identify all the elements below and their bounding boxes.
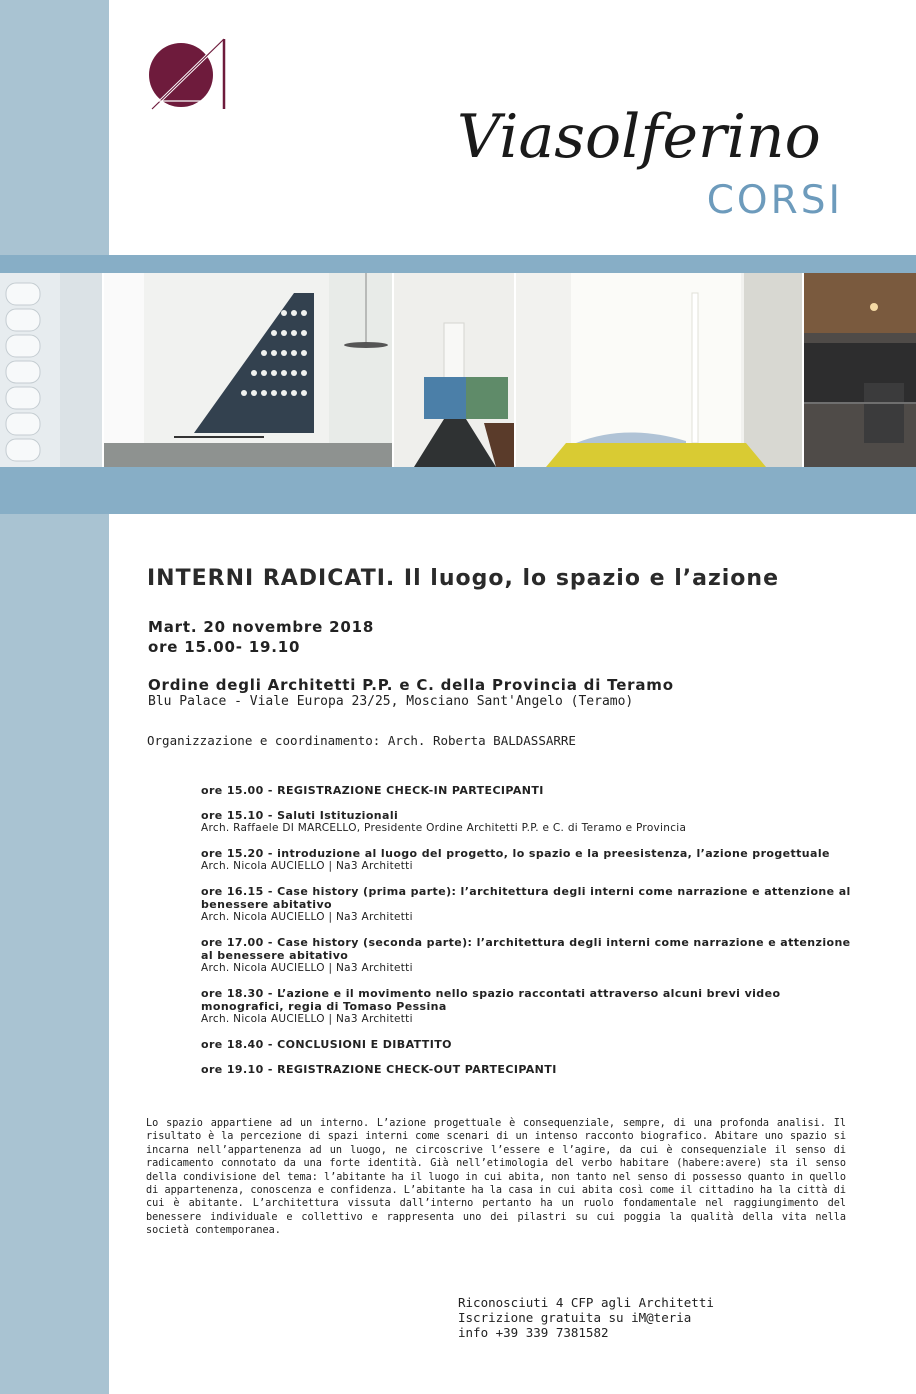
program-item — [201, 1063, 851, 1076]
event-title: INTERNI RADICATI. Il luogo, lo spazio e l’azione — [147, 566, 779, 591]
program-item-speaker: Arch. Nicola AUCIELLO | Na3 Architetti — [201, 860, 413, 872]
program-item-head: ore 18.30 - L’azione e il movimento nello spazio raccontati attraverso alcuni brevi video monografici, regia di Tomaso Pessina — [201, 987, 781, 1013]
program-item-head: ore 15.20 - introduzione al luogo del progetto, lo spazio e la preesistenza, l’azione progettuale — [201, 847, 830, 860]
event-time: ore 15.00- 19.10 — [148, 638, 301, 656]
brand-name: Viasolferino — [457, 102, 821, 172]
event-venue: Ordine degli Architetti P.P. e C. della Provincia di Teramo — [148, 676, 674, 694]
program-item-head: ore 19.10 - REGISTRAZIONE CHECK-OUT PARTECIPANTI — [201, 1063, 557, 1076]
photo-colored-corridor — [394, 273, 516, 467]
event-description: Lo spazio appartiene ad un interno. L’azione progettuale è consequenziale, sempre, di una profonda analisi. Il risultato è la percezione di spazi interni come scenari di un intenso racconto biografico. Abitare uno spazio si incarna nell’appartenenza ad un luogo, ne circoscrive l’essere e l’agire, da cui è consequenziale il senso di radicamento connotato da una forte identità. Già nell’etimologia del verbo habitare (habere:avere) sta il senso della condivisione del tema: l’abitante ha il luogo in cui abita, non tanto nel senso di possesso quanto in quello di appartenenza, conoscenza e confidenza. L’abitante ha la casa in cui abita così come il cittadino ha la città di cui è abitante. L’architettura vissuta dall’interno pertanto ha un ruolo fondamentale nel raggiungimento del benessere individuale e collettivo e rappresenta uno dei pilastri su cui poggia la qualità della vita nella società contemporanea. — [146, 1118, 846, 1237]
footer-registration: Iscrizione gratuita su iM@teria — [458, 1310, 692, 1325]
event-date: Mart. 20 novembre 2018 — [148, 618, 375, 636]
event-date-block — [148, 617, 374, 657]
program-item-head: ore 15.00 - REGISTRAZIONE CHECK-IN PARTECIPANTI — [201, 784, 544, 797]
program-item — [201, 885, 851, 924]
left-accent-bar — [0, 0, 109, 1394]
program-item — [201, 936, 851, 975]
event-address: Blu Palace - Viale Europa 23/25, Mosciano Sant'Angelo (Teramo) — [148, 694, 634, 709]
program-item-speaker: Arch. Nicola AUCIELLO | Na3 Architetti — [201, 962, 413, 974]
program-list — [201, 784, 851, 1088]
program-item — [201, 809, 851, 835]
program-item-head: ore 17.00 - Case history (seconda parte): l’architettura degli interni come narrazione e attenzione al benessere abitativo — [201, 936, 851, 962]
program-item — [201, 987, 851, 1026]
program-item-speaker: Arch. Raffaele DI MARCELLO, Presidente Ordine Architetti P.P. e C. di Teramo e Provincia — [201, 822, 687, 834]
photo-perforated-stair — [104, 273, 394, 467]
photo-white-radiator — [0, 273, 104, 467]
program-item-speaker: Arch. Nicola AUCIELLO | Na3 Architetti — [201, 1013, 413, 1025]
footer-contact: info +39 339 7381582 — [458, 1325, 609, 1340]
footer-info — [458, 1295, 714, 1340]
photo-yellow-floor — [516, 273, 804, 467]
event-organization: Organizzazione e coordinamento: Arch. Roberta BALDASSARRE — [147, 733, 576, 748]
program-item-head: ore 18.40 - CONCLUSIONI E DIBATTITO — [201, 1038, 452, 1051]
program-item-head: ore 15.10 - Saluti Istituzionali — [201, 809, 399, 822]
interior-photo-strip — [0, 273, 916, 467]
top-blue-band — [0, 255, 916, 273]
program-item — [201, 847, 851, 873]
bottom-blue-band — [0, 467, 916, 514]
photo-dark-shelving — [804, 273, 916, 467]
program-item-head: ore 16.15 - Case history (prima parte): l’architettura degli interni come narrazione e attenzione al benessere abitativo — [201, 885, 851, 911]
footer-cfp: Riconosciuti 4 CFP agli Architetti — [458, 1295, 714, 1310]
program-item-speaker: Arch. Nicola AUCIELLO | Na3 Architetti — [201, 911, 413, 923]
viasolferino-logo-icon — [148, 37, 228, 113]
program-item — [201, 1038, 851, 1051]
program-item — [201, 784, 851, 797]
brand-subtitle: CORSI — [706, 178, 843, 223]
